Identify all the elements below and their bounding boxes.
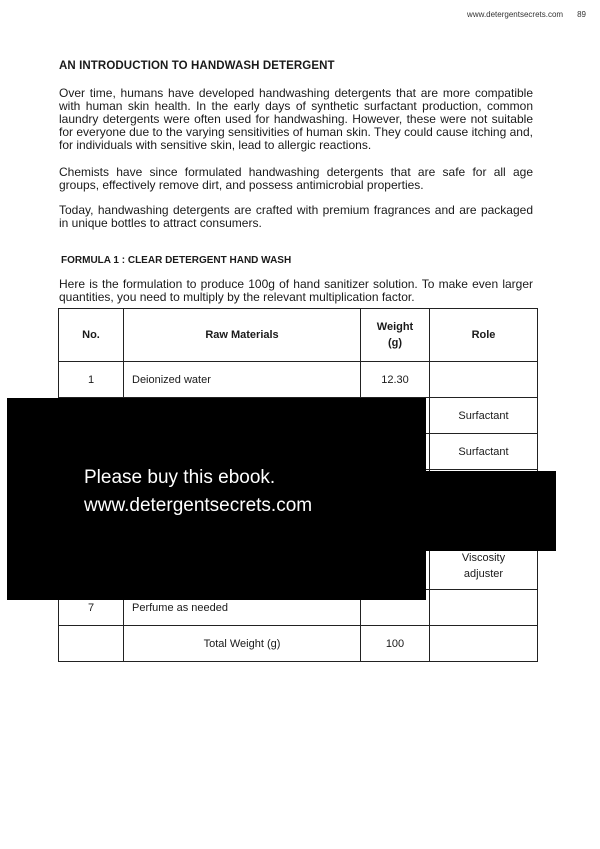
formula-title: FORMULA 1 : CLEAR DETERGENT HAND WASH xyxy=(61,255,292,266)
header-raw-materials: Raw Materials xyxy=(124,309,361,362)
formula-intro: Here is the formulation to produce 100g of hand sanitizer solution. To make even larger quantities, you need to multiply by the relevant multiplication factor. xyxy=(59,277,533,304)
header-role: Role xyxy=(430,309,538,362)
cell-role: Surfactant xyxy=(430,398,538,434)
redaction-overlay-side xyxy=(426,471,556,551)
cell-role xyxy=(430,590,538,626)
cell-role-text: Viscosity adjuster xyxy=(461,551,506,580)
cell-role xyxy=(430,626,538,662)
cell-no: 7 xyxy=(59,590,124,626)
page-number: 89 xyxy=(577,10,586,19)
total-value: 100 xyxy=(361,626,430,662)
table-total-row xyxy=(59,626,538,662)
watermark-message xyxy=(84,464,312,520)
header-weight xyxy=(361,309,430,362)
watermark-line-1: Please buy this ebook. xyxy=(84,467,276,488)
intro-paragraph-2: Chemists have since formulated handwashing detergents that are safe for all age groups, effectively remove dirt, and possess antimicrobial properties. xyxy=(59,165,533,192)
table-row xyxy=(59,362,538,398)
cell-role xyxy=(430,362,538,398)
cell-material: Perfume as needed xyxy=(124,590,361,626)
page-header xyxy=(467,10,586,19)
cell-no: 1 xyxy=(59,362,124,398)
intro-paragraph-1: Over time, humans have developed handwashing detergents that are more compatible with human skin health. In the early days of synthetic surfactant production, common laundry detergents were often used for handwashing. However, these were not suitable for everyone due to the varying sensitivities of human skin. They could cause itching and, for individuals with sensitive skin, lead to allergic reactions. xyxy=(59,86,533,152)
header-no: No. xyxy=(59,309,124,362)
intro-paragraph-3: Today, handwashing detergents are crafted with premium fragrances and are packaged in unique bottles to attract consumers. xyxy=(59,203,533,230)
cell-weight: 12.30 xyxy=(361,362,430,398)
section-title: AN INTRODUCTION TO HANDWASH DETERGENT xyxy=(59,60,335,72)
watermark-line-2: www.detergentsecrets.com xyxy=(84,495,313,516)
cell-material: Deionized water xyxy=(124,362,361,398)
cell-no xyxy=(59,626,124,662)
total-label: Total Weight (g) xyxy=(124,626,361,662)
cell-role: Surfactant xyxy=(430,434,538,470)
website-url: www.detergentsecrets.com xyxy=(467,10,564,19)
table-header-row xyxy=(59,309,538,362)
header-weight-label: Weight (g) xyxy=(376,321,414,349)
